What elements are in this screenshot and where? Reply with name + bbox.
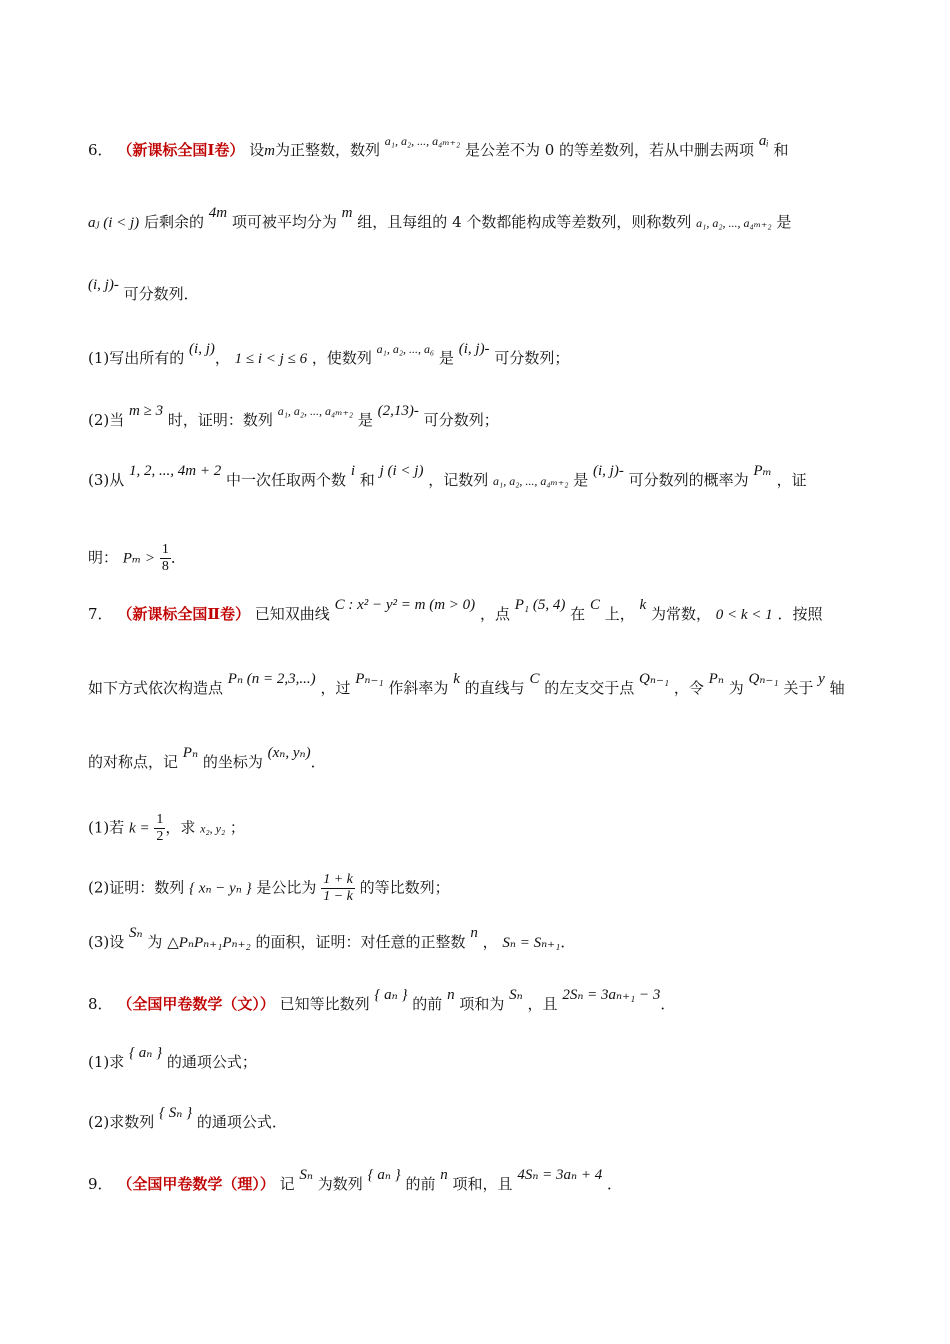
q8-sn: Sₙ — [509, 987, 523, 1003]
part-label: (1)写出所有的 — [88, 349, 185, 367]
q6-source: （新课标全国Ⅰ卷） — [117, 141, 245, 159]
part-label: (2)证明：数列 — [88, 878, 185, 897]
q9-line-1 — [88, 1167, 623, 1195]
q9-text: 的前 — [405, 1175, 436, 1193]
q7-text: 的坐标为 — [202, 753, 263, 771]
q8-sn-seq: { Sₙ } — [159, 1105, 193, 1121]
q6-text: ，证 — [776, 471, 807, 489]
q7-text: ，求 — [165, 818, 196, 837]
q6-condition: m ≥ 3 — [129, 403, 164, 419]
q7-text: ， — [482, 933, 498, 951]
q7-y-axis: y — [818, 671, 825, 687]
q8-part-1 — [88, 1045, 257, 1073]
q7-text: 作斜率为 — [388, 679, 449, 697]
q8-number: 8． — [88, 995, 113, 1013]
q7-text: 关于 — [783, 679, 814, 697]
q6-text: 是 — [438, 349, 454, 367]
q6-ij: (i, j)- — [458, 341, 490, 357]
q6-sequence: a₁, a₂, ..., a₄ₘ₊₂ — [493, 474, 569, 488]
q7-source: （新课标全国Ⅱ卷） — [117, 605, 250, 623]
q9-text: ． — [607, 1175, 623, 1193]
q6-j: j (i < j) — [379, 463, 424, 479]
q9-text: 记 — [279, 1175, 295, 1193]
q6-text: 可分数列； — [494, 349, 570, 367]
q7-pn-def: Pₙ (n = 2,3,...) — [227, 671, 316, 687]
q6-line-1 — [88, 133, 789, 161]
q7-text: 为常数， — [650, 605, 711, 623]
fraction-numerator: 1 — [156, 812, 164, 827]
part-label: (1)若 — [88, 818, 125, 837]
q9-relation: 4Sₙ = 3aₙ + 4 — [517, 1167, 603, 1183]
q6-pm-inequality: Pₘ > — [122, 550, 156, 567]
q6-set: 1, 2, ..., 4m + 2 — [129, 463, 222, 479]
q7-x2-y2: x₂, y₂ — [200, 821, 226, 836]
q7-text: ，过 — [320, 679, 351, 697]
q8-an: { aₙ } — [129, 1045, 163, 1061]
q7-text: 轴 — [829, 679, 845, 697]
q7-qn-1: Qₙ₋₁ — [748, 671, 779, 687]
q7-qn-1: Qₙ₋₁ — [639, 671, 670, 687]
q9-sn: Sₙ — [299, 1167, 314, 1183]
q7-k-range: 0 < k < 1 — [715, 607, 773, 623]
q8-text: ，且 — [527, 995, 558, 1013]
fraction-one-eighth — [160, 542, 171, 575]
q6-text: 为正整数，数列 — [275, 141, 381, 159]
q6-pm: Pₘ — [753, 463, 772, 479]
q6-text: ，使数列 — [311, 349, 372, 367]
q6-part-1: (1)写出所有的 (i, j)， 1 ≤ i < j ≤ 6 ，使数列 $^{a_1, a_2, ..., a_6}$ 是 (i, j)- 可分数列； — [88, 341, 570, 367]
q8-an: { aₙ } — [374, 987, 408, 1003]
q6-ij: (2,13)- — [377, 403, 419, 419]
q6-part-3-line-2 — [88, 542, 186, 575]
q7-k: k — [453, 671, 460, 687]
fraction-denominator: 2 — [156, 829, 164, 844]
q6-text: 和 — [773, 141, 789, 159]
q9-text: 项和，且 — [452, 1175, 513, 1193]
q7-text: 的面积，证明：对任意的正整数 — [255, 933, 466, 951]
q6-text: 后剩余的 — [143, 213, 204, 231]
q6-text: 明： — [88, 548, 119, 567]
q7-text: ．按照 — [777, 605, 823, 623]
part-label: (1)求 — [88, 1053, 125, 1071]
q6-var-m: m — [264, 143, 275, 159]
q7-line-3 — [88, 745, 326, 773]
q7-triangle: △PₙPₙ₊₁Pₙ₊₂ — [167, 935, 251, 951]
q6-number: 6． — [88, 141, 113, 159]
q8-line-1 — [88, 987, 676, 1015]
q7-text: 为 — [728, 679, 744, 697]
q7-number: 7． — [88, 605, 113, 623]
q6-text: 设 — [249, 141, 265, 159]
q7-text: 的直线与 — [464, 679, 525, 697]
q8-text: 已知等比数列 — [279, 995, 370, 1013]
fraction-denominator: 1 − k — [323, 889, 353, 904]
q6-condition: 1 ≤ i < j ≤ 6 — [234, 351, 308, 367]
q7-part-3 — [88, 925, 576, 953]
q7-hyperbola: C : x² − y² = m (m > 0) — [334, 597, 476, 613]
q6-text: ，记数列 — [428, 471, 489, 489]
q8-text: 项和为 — [459, 995, 505, 1013]
fraction-denominator: 8 — [161, 559, 169, 574]
q7-n: n — [470, 925, 478, 941]
q7-text: 是公比为 — [256, 878, 317, 897]
q7-text: 为 — [147, 933, 163, 951]
q7-point-p1: P₁ (5, 4) — [514, 597, 566, 613]
q7-part-1 — [88, 812, 245, 845]
fraction-numerator: 1 — [161, 542, 169, 557]
q6-text: 是公差不为 0 的等差数列，若从中删去两项 — [464, 141, 755, 159]
q6-var-m: m — [341, 205, 353, 221]
q6-4m: 4m — [208, 205, 228, 221]
q7-text: 如下方式依次构造点 — [88, 679, 224, 697]
q6-sequence: a₁, a₂, ..., a₆ — [376, 342, 435, 356]
q9-an: { aₙ } — [367, 1167, 401, 1183]
q6-line-2 — [88, 205, 792, 233]
q6-sequence: a₁, a₂, ..., a₄ₘ₊₂ — [277, 404, 354, 418]
q6-text: 中一次任取两个数 — [226, 471, 347, 489]
q6-i: i — [350, 463, 355, 479]
q6-part-3 — [88, 463, 807, 491]
q8-text: ． — [660, 995, 676, 1013]
q7-sn-relation: Sₙ = Sₙ₊₁ — [502, 935, 561, 951]
q7-text: ； — [229, 818, 245, 837]
q7-text: ，点 — [479, 605, 510, 623]
q7-sn: Sₙ — [129, 925, 143, 941]
q8-text: 的通项公式； — [166, 1053, 257, 1071]
q7-pn: Pₙ — [182, 745, 199, 761]
q7-pn-1: Pₙ₋₁ — [355, 671, 384, 687]
q7-curve-c: C — [529, 671, 540, 687]
q6-sequence: a₁, a₂, ..., a₄ₘ₊₂ — [696, 216, 772, 230]
q6-text: 组，且每组的 4 个数都能构成等差数列，则称数列 — [357, 213, 692, 231]
q6-text: 可分数列． — [123, 285, 199, 303]
q6-line-3 — [88, 277, 199, 305]
q7-curve-c: C — [589, 597, 600, 613]
part-label: (2)当 — [88, 411, 125, 429]
q9-source: （全国甲卷数学（理）） — [117, 1175, 275, 1193]
q7-text: 的等比数列； — [359, 878, 450, 897]
q6-text: 和 — [359, 471, 375, 489]
q7-text: 在 — [570, 605, 586, 623]
q6-ai: aᵢ — [758, 133, 769, 149]
part-label: (3)设 — [88, 933, 125, 951]
q9-number: 9． — [88, 1175, 113, 1193]
q6-sequence: a₁, a₂, ..., a₄ₘ₊₂ — [384, 134, 461, 148]
q7-text: ． — [310, 753, 326, 771]
q6-text: 时，证明：数列 — [167, 411, 273, 429]
q6-ij: (i, j)- — [593, 463, 624, 479]
q8-part-2 — [88, 1105, 287, 1133]
q8-text: 的前 — [412, 995, 443, 1013]
q7-text: 的左支交于点 — [544, 679, 635, 697]
q7-text: 的对称点，记 — [88, 753, 179, 771]
q6-text: 是 — [573, 471, 589, 489]
q6-ij: (i, j) — [189, 341, 215, 357]
q6-text: ． — [170, 548, 186, 567]
q7-pn: Pₙ — [708, 671, 724, 687]
q7-text: ，令 — [673, 679, 704, 697]
q8-n: n — [447, 987, 455, 1003]
q7-text: ． — [560, 933, 576, 951]
q9-text: 为数列 — [317, 1175, 363, 1193]
q7-part-2 — [88, 872, 450, 905]
fraction-numerator: 1 + k — [323, 872, 353, 887]
q6-text: 是 — [776, 213, 792, 231]
q7-text: 上， — [604, 605, 635, 623]
q7-seq: { xₙ − yₙ } — [189, 880, 252, 897]
q8-text: 的通项公式． — [196, 1113, 287, 1131]
q6-text: 可分数列； — [423, 411, 499, 429]
q6-text: 可分数列的概率为 — [628, 471, 749, 489]
q8-relation: 2Sₙ = 3aₙ₊₁ − 3 — [562, 987, 661, 1003]
part-label: (2)求数列 — [88, 1113, 155, 1131]
fraction-ratio — [321, 872, 355, 905]
part-label: (3)从 — [88, 471, 125, 489]
q8-source: （全国甲卷数学（文）） — [117, 995, 275, 1013]
q6-ij: (i, j)- — [88, 277, 119, 293]
q7-k-eq: k = — [129, 820, 150, 837]
q7-line-2 — [88, 671, 845, 699]
q7-k: k — [639, 597, 647, 613]
fraction-one-half — [154, 812, 165, 845]
q6-part-2 — [88, 403, 499, 431]
q6-text: 是 — [357, 411, 373, 429]
q7-coord: (xₙ, yₙ) — [267, 745, 311, 761]
q6-aj: aⱼ (i < j) — [88, 215, 140, 231]
q6-text: 项可被平均分为 — [231, 213, 337, 231]
q7-text: 已知双曲线 — [254, 605, 330, 623]
q7-line-1 — [88, 597, 823, 625]
q9-n: n — [440, 1167, 448, 1183]
